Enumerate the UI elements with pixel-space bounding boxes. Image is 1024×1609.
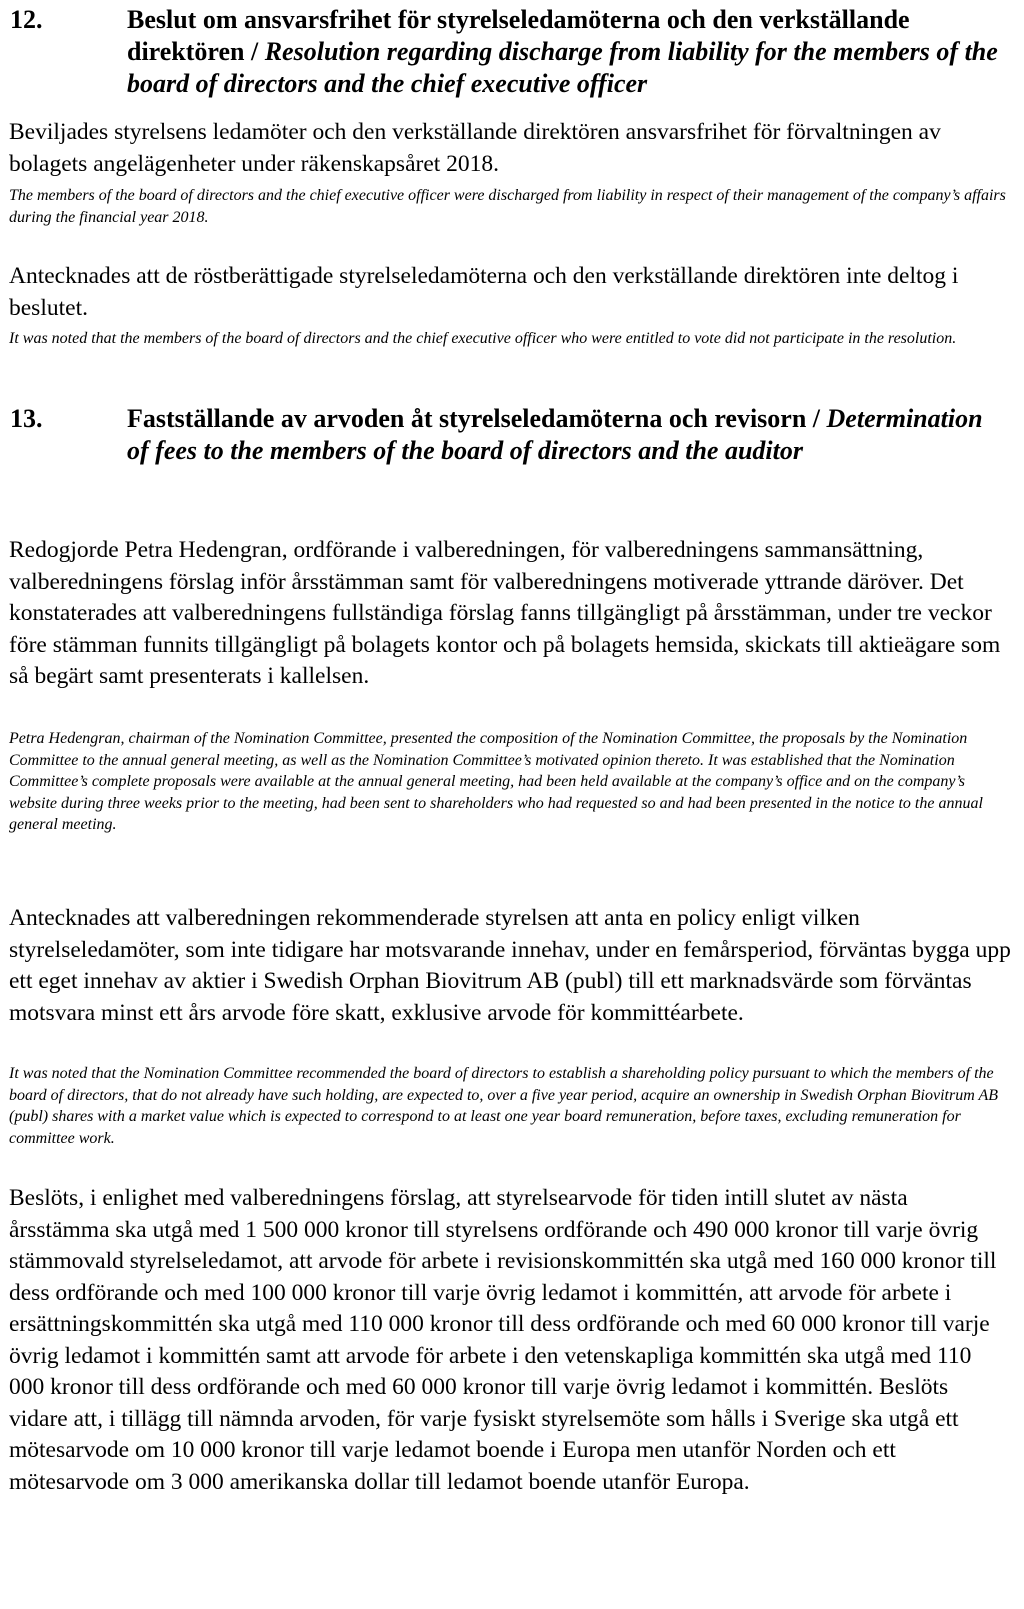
section-13-paragraph-3-sv: Beslöts, i enlighet med valberedningens förslag, att styrelsearvode för tiden intill slutet av nästa årsstämma ska utgå med 1 500 000 kronor till styrelsens ordförande och 490 000 kronor till varje övrig stämmovald styrelseledamot, att arvode för arbete i revisionskommittén ska utgå med 160 000 kronor till dess ordförande och med 100 000 kronor till varje övrig ledamot i kommittén, att arvode för arbete i ersättningskommittén ska utgå med 110 000 kronor till dess ordförande och med 60 000 kronor till varje övrig ledamot i kommittén samt att arvode för arbete i den vetenskapliga kommittén ska utgå med 110 000 kronor till dess ordförande och med 60 000 kronor till varje övrig ledamot i kommittén. Beslöts vidare att, i tillägg till nämnda arvoden, för varje fysiskt styrelsemöte som hålls i Sverige ska utgå ett mötesarvode om 10 000 kronor till varje ledamot boende i Europa men utanför Norden och ett mötesarvode om 3 000 amerikanska dollar till ledamot boende utanför Europa. [9, 1185, 997, 1495]
section-13-title-en: Determination of fees to the members of the board of directors and the auditor [127, 404, 983, 465]
section-13-paragraph-1-en: Petra Hedengran, chairman of the Nomination Committee, presented the composition of the Nomination Committee, the proposals by the Nomination Committee to the annual general meeting, as well as the Nomination Committee’s motivated opinion thereto. It was established that the Nomination Committee’s complete proposals were available at the annual general meeting, had been held available at the company’s office and on the company’s website during three weeks prior to the meeting, had been sent to shareholders who had requested so and had been presented in the notice to the annual general meeting. [9, 730, 983, 833]
section-12-paragraph-1-en: The members of the board of directors and the chief executive officer were discharged from liability in respect of their management of the company’s affairs during the financial year 2018. [9, 187, 1006, 226]
section-13-number: 13. [10, 404, 43, 433]
section-13-paragraph-1-sv: Redogjorde Petra Hedengran, ordförande i valberedningen, för valberedningens sammansättning, valberedningens förslag inför årsstämman samt för valberedningens motiverade yttrande däröver. Det konstaterades att valberedningens fullständiga förslag fanns tillgängligt på årsstämman, under tre veckor före stämman funnits tillgängligt på bolagets kontor och på bolagets hemsida, skickats till aktieägare som så begärt samt presenterats i kallelsen. [9, 537, 1001, 689]
section-12-number: 12. [10, 5, 43, 34]
section-12-paragraph-1-sv: Beviljades styrelsens ledamöter och den verkställande direktören ansvarsfrihet för förvaltningen av bolagets angelägenheter under räkenskapsåret 2018. [9, 119, 941, 177]
section-12-title-en: Resolution regarding discharge from liability for the members of the board of directors and the chief executive officer [127, 37, 998, 98]
section-13-heading [0, 403, 1024, 513]
section-12-title [127, 4, 1007, 100]
section-13-paragraph-2-en: It was noted that the Nomination Committee recommended the board of directors to establish a shareholding policy pursuant to which the members of the board of directors, that do not already have such holding, are expected to, over a five year period, acquire an ownership in Swedish Orphan Biovitrum AB (publ) shares with a market value which is expected to correspond to at least one year board remuneration, before taxes, excluding remuneration for committee work. [9, 1065, 999, 1147]
section-12-paragraph-2-en: It was noted that the members of the board of directors and the chief executive officer who were entitled to vote did not participate in the resolution. [9, 330, 957, 347]
section-13-paragraph-2-sv: Antecknades att valberedningen rekommenderade styrelsen att anta en policy enligt vilken styrelseledamöter, som inte tidigare har motsvarande innehav, under en femårsperiod, förväntas bygga upp ett eget innehav av aktier i Swedish Orphan Biovitrum AB (publ) till ett marknadsvärde som förväntas motsvara minst ett års arvode före skatt, exklusive arvode för kommittéarbete. [9, 905, 1011, 1026]
section-13-title-sv: Fastställande av arvoden åt styrelseledamöterna och revisorn / [127, 404, 821, 433]
section-12-paragraph-2-sv: Antecknades att de röstberättigade styrelseledamöterna och den verkställande direktören inte deltog i beslutet. [9, 263, 959, 321]
section-12-title-sv: Beslut om ansvarsfrihet för styrelseledamöterna och den verkställande direktören / [127, 5, 910, 66]
section-12-heading [0, 4, 1024, 114]
section-13-title [127, 403, 1007, 467]
